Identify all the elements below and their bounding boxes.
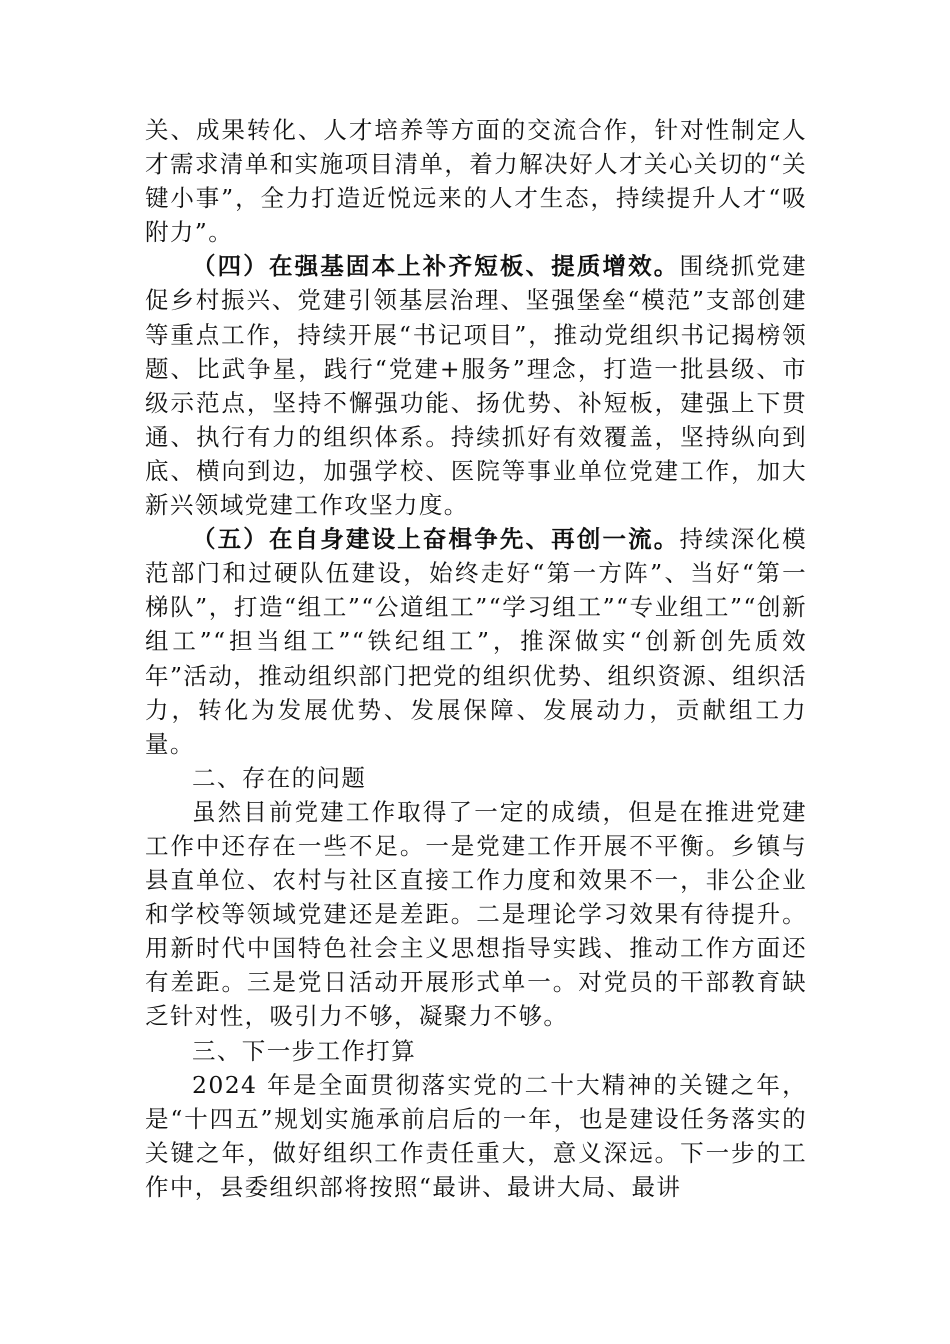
paragraph-talent-ecology [145,113,807,249]
paragraph-section-five [145,522,807,761]
heading-existing-problems: 二、存在的问题 [192,763,367,792]
paragraph-text: 虽然目前党建工作取得了一定的成绩，但是在推进党建工作中还存在一些不足。一是党建工作开展不平衡。乡镇与县直单位、农村与社区直接工作力度和效果不一，非公企业和学校等领域党建还是差距。二是理论学习效果有待提升。用新时代中国特色社会主义思想指导实践、推动工作方面还有差距。三是党日活动开展形式单一。对党员的干部教育缺乏针对性，吸引力不够，凝聚力不够。 [145,797,807,1031]
paragraph-next-steps [145,1068,807,1204]
section-four-lead: （四）在强基固本上补齐短板、提质增效。 [192,252,680,281]
paragraph-problems [145,795,807,1034]
paragraph-text: 2024 年是全面贯彻落实党的二十大精神的关键之年，是“十四五”规划实施承前启后的一年，也是建设任务落实的关键之年，做好组织工作责任重大，意义深远。下一步的工作中，县委组织部将按照“最讲、最讲大局、最讲 [145,1070,807,1201]
paragraph-section-four [145,249,807,522]
document-body [145,113,807,1204]
paragraph-text: 关、成果转化、人才培养等方面的交流合作，针对性制定人才需求清单和实施项目清单，着力解决好人才关心关切的“关键小事”，全力打造近悦远来的人才生态，持续提升人才“吸附力”。 [145,116,807,247]
section-four-body: 围绕抓党建促乡村振兴、党建引领基层治理、坚强堡垒“模范”支部创建等重点工作，持续开展“书记项目”，推动党组织书记揭榜领题、比武争星，践行“党建+服务”理念，打造一批县级、市级示范点，坚持不懈强功能、扬优势、补短板，建强上下贯通、执行有力的组织体系。持续抓好有效覆盖，坚持纵向到底、横向到边，加强学校、医院等事业单位党建工作，加大新兴领域党建工作攻坚力度。 [145,252,807,520]
heading-next-steps: 三、下一步工作打算 [192,1036,417,1065]
section-five-body: 持续深化模范部门和过硬队伍建设，始终走好“第一方阵”、当好“第一梯队”，打造“组工”“公道组工”“学习组工”“专业组工”“创新组工”“担当组工”“铁纪组工”，推深做实“创新创先质效年”活动，推动组织部门把党的组织优势、组织资源、组织活力，转化为发展优势、发展保障、发展动力，贡献组工力量。 [145,525,807,758]
section-five-lead: （五）在自身建设上奋楫争先、再创一流。 [192,525,680,554]
